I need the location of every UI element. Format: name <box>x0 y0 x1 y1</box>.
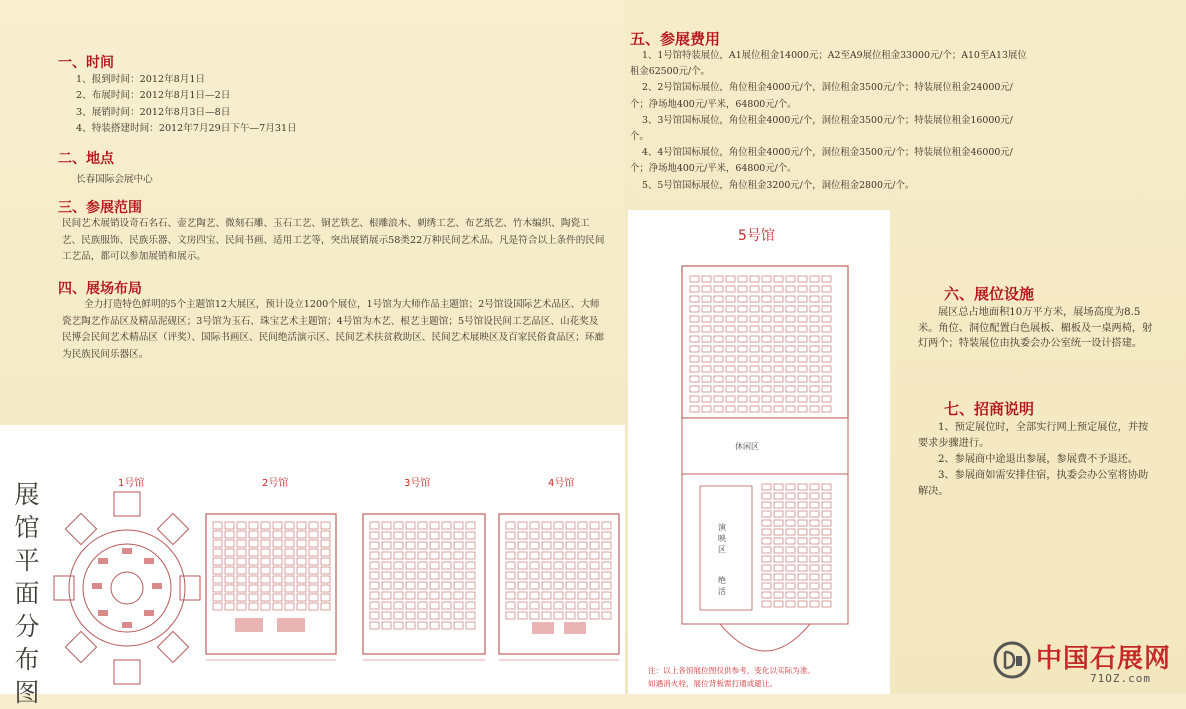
floor-plan-note <box>648 664 888 690</box>
fee-item: 4、4号馆国标展位，角位租金4000元/个，洞位租金3500元/个；特装展位租金46000元/个；净场地400元/平米，64800元/个。 <box>630 147 1013 175</box>
time-item: 1、报到时间：2012年8月1日 <box>76 74 206 85</box>
fee-item: 2、2号馆国标展位，角位租金4000元/个，洞位租金3500元/个；特装展位租金24000元/个；净场地400元/平米，64800元/个。 <box>630 82 1013 110</box>
time-item: 3、展销时间：2012年8月3日—8日 <box>76 106 231 118</box>
zone-leisure: 休闲区 <box>735 442 759 451</box>
site-logo[interactable] <box>992 636 1182 692</box>
section-scope-title: 三、参展范围 <box>58 200 142 216</box>
section-scope-text: 民间艺术展销设奇石名石、壶艺陶艺、微刻石雕、玉石工艺、铜艺铁艺、根雕浪木、刺绣工艺、布艺纸艺、竹木编织、陶瓷工艺、民族服饰、民族乐器、文房四宝、民间书画、适用工艺等，突出展销展示58类22万种民间艺术品。凡是符合以上条件的民间工艺品，都可以参加展销和展示。 <box>62 218 605 263</box>
note-line: 注：以上各馆展位图仅供参考，变化以实际为准。 <box>648 666 816 675</box>
logo-url: 71OZ.com <box>1090 672 1151 685</box>
title-char: 平 <box>14 546 40 575</box>
fee-item: 5、5号馆国标展位，角位租金3200元/个，洞位租金2800元/个。 <box>642 179 915 191</box>
hall1-label: 1号馆 <box>118 478 145 489</box>
section-layout-text: 全力打造特色鲜明的5个主题馆12大展区，预计设立1200个展位，1号馆为大师作品主题馆；2号馆设国际艺术品区、大师瓷艺陶艺作品区及精品泥砚区；3号馆为玉石、珠宝艺术主题馆；4号馆为木艺、根艺主题馆；5号馆设民间工艺品区、山花奖及民博会民间艺术精品区（评奖）、国际书画区、民间绝活演示区、民间艺术扶贫救助区、民间艺术展映区及百家民俗食品区；环廊为民族民间乐器区。 <box>62 299 605 360</box>
fee-item: 1、1号馆特装展位，A1展位租金14000元；A2至A9展位租金33000元/个；A10至A13展位租金62500元/个。 <box>630 50 1027 78</box>
investment-item: 2、参展商中途退出参展，参展费不予退还。 <box>938 454 1139 465</box>
section-fees-title: 五、参展费用 <box>630 30 721 48</box>
title-char: 面 <box>14 579 40 608</box>
title-char: 馆 <box>14 513 40 542</box>
hall3-label: 3号馆 <box>404 478 431 489</box>
hall1-plan <box>52 488 202 688</box>
facilities-paragraph: 展区总占地面积10万平方米，展场高度为8.5米。角位、洞位配置白色展板、楣板及一桌两椅，射灯两个；特装展位由执委会办公室统一设计搭建。 <box>918 307 1153 350</box>
hall4-label: 4号馆 <box>548 478 575 489</box>
title-char: 图 <box>14 678 40 707</box>
section-location-title: 二、地点 <box>58 151 114 167</box>
hall2-label: 2号馆 <box>262 478 289 489</box>
section-location-text: 长春国际会展中心 <box>76 174 153 185</box>
section-investment-title: 七、招商说明 <box>944 400 1035 418</box>
investment-item: 1、预定展位时，全部实行网上预定展位，并按要求步骤进行。 <box>918 422 1149 449</box>
title-char: 布 <box>14 645 40 674</box>
investment-item: 3、参展商如需安排住宿，执委会办公室将协助解决。 <box>918 470 1149 497</box>
hall5-plan <box>680 258 850 658</box>
logo-name: 中国石展网 <box>1036 644 1172 674</box>
fee-item: 3、3号馆国标展位，角位租金4000元/个，洞位租金3500元/个；特装展位租金16000元/个。 <box>630 114 1013 143</box>
hall3-plan <box>362 510 486 670</box>
stone-logo-icon <box>992 640 1032 680</box>
time-item: 2、布展时间：2012年8月1日—2日 <box>76 90 231 102</box>
section-investment-list <box>918 420 1158 500</box>
section-time-list <box>76 72 297 138</box>
hall4-plan <box>498 510 620 670</box>
title-char: 展 <box>14 480 40 509</box>
note-line: 如遇消火栓，展位背板需打通或避让。 <box>648 679 778 688</box>
hall2-plan <box>205 510 337 670</box>
section-facilities-title: 六、展位设施 <box>944 285 1035 303</box>
zone-screening: 演映区 <box>718 523 726 554</box>
section-layout-title: 四、展场布局 <box>58 281 142 297</box>
section-time-title: 一、时间 <box>58 55 114 71</box>
hall5-label: 5号馆 <box>738 228 775 244</box>
section-facilities-text <box>918 305 1158 352</box>
section-fees-list <box>630 48 1030 194</box>
time-item: 4、特装搭建时间：2012年7月29日下午—7月31日 <box>76 123 297 135</box>
floor-plan-vertical-title <box>10 478 44 709</box>
title-char: 分 <box>14 612 40 641</box>
zone-stunts: 绝活 <box>718 576 726 596</box>
